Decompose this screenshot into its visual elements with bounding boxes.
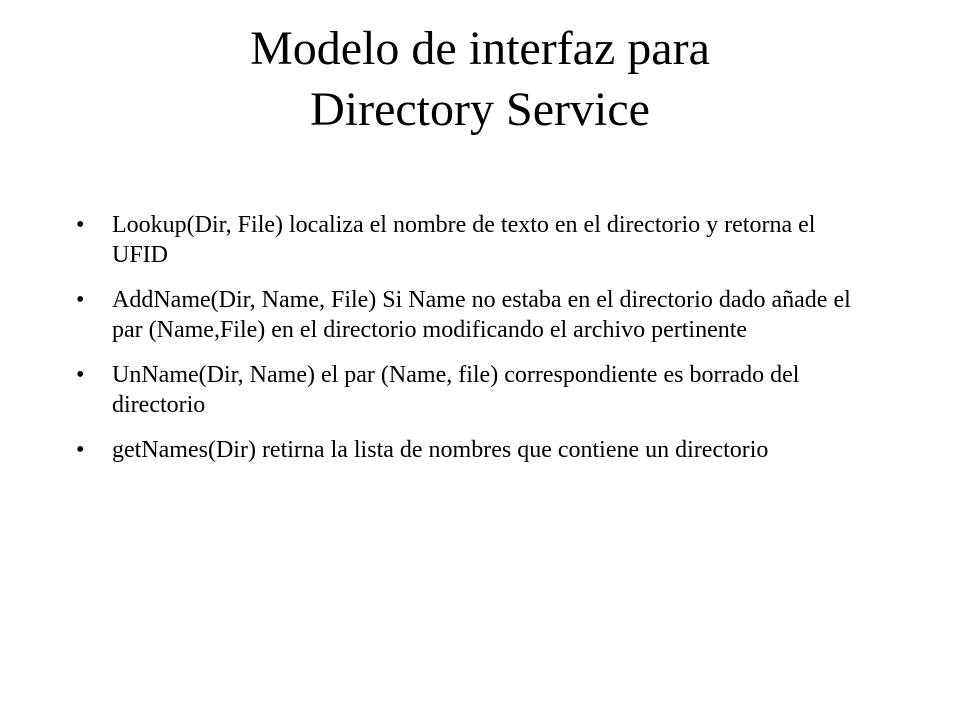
bullet-text: AddName(Dir, Name, File) Si Name no estaba en el directorio dado añade el par (Name,File) en el directorio modificando el archivo pertinente — [112, 287, 851, 343]
bullet-dot-icon: • — [76, 362, 85, 388]
bullet-dot-icon: • — [76, 212, 85, 238]
title-line-1: Modelo de interfaz para — [250, 22, 710, 75]
bullet-text: getNames(Dir) retirna la lista de nombres que contiene un directorio — [112, 437, 769, 463]
bullet-dot-icon: • — [76, 287, 85, 313]
bullet-addname — [72, 285, 872, 345]
bullet-text: UnName(Dir, Name) el par (Name, file) correspondiente es borrado del directorio — [112, 362, 800, 418]
bullet-text: Lookup(Dir, File) localiza el nombre de texto en el directorio y retorna el UFID — [112, 212, 816, 268]
title-line-2: Directory Service — [310, 83, 650, 136]
bullet-lookup — [72, 210, 872, 270]
bullet-list — [72, 210, 872, 480]
bullet-unname — [72, 360, 872, 420]
slide-title — [80, 18, 880, 140]
bullet-dot-icon: • — [76, 437, 85, 463]
bullet-getnames — [72, 435, 872, 465]
